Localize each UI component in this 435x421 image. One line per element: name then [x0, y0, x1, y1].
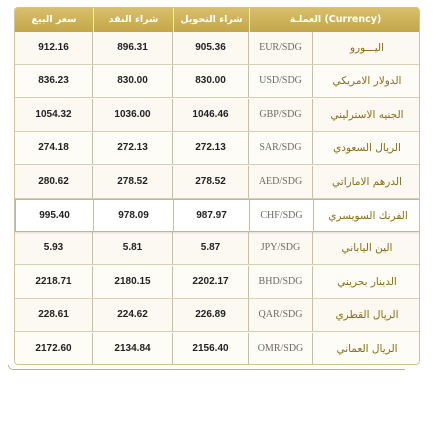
header-sell: سعر البيع [31, 14, 77, 25]
exchange-rates-table [14, 7, 420, 365]
currency-pair: BHD/SDG [249, 266, 313, 298]
transfer-buy-rate: 830.00 [173, 65, 249, 97]
cash-buy-rate: 830.00 [93, 65, 173, 97]
currency-name: الريال العماني [336, 342, 398, 355]
currency-pair: CHF/SDG [250, 200, 314, 232]
cash-buy-rate: 272.13 [93, 132, 173, 164]
currency-name: اليـــورو [349, 42, 385, 54]
table-row [15, 232, 420, 265]
table-shadow-edge [8, 365, 405, 370]
currency-pair: EUR/SDG [249, 32, 313, 64]
table-row [15, 299, 420, 332]
table-row [15, 199, 420, 232]
transfer-buy-rate: 1046.46 [173, 99, 249, 131]
currency-pair: GBP/SDG [249, 99, 313, 131]
sell-rate: 2172.60 [15, 333, 93, 365]
sell-rate: 912.16 [15, 32, 93, 64]
table-row [15, 132, 420, 165]
table-row [15, 266, 420, 299]
header-currency: العملـة (Currency) [249, 8, 420, 32]
currency-name: الين الياباني [341, 242, 393, 255]
currency-pair: QAR/SDG [249, 299, 313, 331]
cash-buy-rate: 2134.84 [93, 333, 173, 365]
currency-pair: OMR/SDG [249, 333, 313, 365]
currency-pair: JPY/SDG [249, 232, 313, 264]
transfer-buy-rate: 2202.17 [173, 266, 249, 298]
sell-rate: 274.18 [15, 132, 93, 164]
transfer-buy-rate: 905.36 [173, 32, 249, 64]
sell-rate: 228.61 [15, 299, 93, 331]
sell-rate: 2218.71 [15, 266, 93, 298]
sell-rate: 5.93 [15, 232, 93, 264]
currency-pair: SAR/SDG [249, 132, 313, 164]
sell-rate: 836.23 [15, 65, 93, 97]
cash-buy-rate: 978.09 [94, 200, 174, 232]
transfer-buy-rate: 226.89 [173, 299, 249, 331]
cash-buy-rate: 896.31 [93, 32, 173, 64]
currency-name: الدولار الامريكي [332, 75, 402, 88]
transfer-buy-rate: 2156.40 [173, 333, 249, 365]
currency-name: الجنيه الاسترليني [330, 108, 404, 121]
transfer-buy-rate: 987.97 [174, 200, 250, 232]
table-header [15, 8, 420, 32]
cash-buy-rate: 5.81 [93, 232, 173, 264]
transfer-buy-rate: 5.87 [173, 232, 249, 264]
sell-rate: 280.62 [15, 166, 93, 198]
cash-buy-rate: 278.52 [93, 166, 173, 198]
table-row [15, 99, 420, 132]
currency-name: الدينار بحريني [337, 275, 397, 288]
sell-rate: 995.40 [16, 200, 94, 232]
currency-name: الدرهم الاماراتي [332, 175, 402, 188]
table-row [15, 333, 420, 365]
currency-pair: AED/SDG [249, 166, 313, 198]
table-row [15, 65, 420, 98]
transfer-buy-rate: 272.13 [173, 132, 249, 164]
currency-pair: USD/SDG [249, 65, 313, 97]
table-row [15, 32, 420, 65]
currency-name: الريال السعودي [333, 142, 401, 155]
sell-rate: 1054.32 [15, 99, 93, 131]
cash-buy-rate: 1036.00 [93, 99, 173, 131]
cash-buy-rate: 224.62 [93, 299, 173, 331]
cash-buy-rate: 2180.15 [93, 266, 173, 298]
currency-name: الريال القطري [335, 309, 399, 322]
table-row [15, 166, 420, 199]
transfer-buy-rate: 278.52 [173, 166, 249, 198]
header-cash-buy: شراء النقد [93, 8, 173, 32]
header-transfer-buy: شراء التحويل [173, 8, 249, 32]
currency-name: الفرنك السويسري [328, 210, 408, 222]
